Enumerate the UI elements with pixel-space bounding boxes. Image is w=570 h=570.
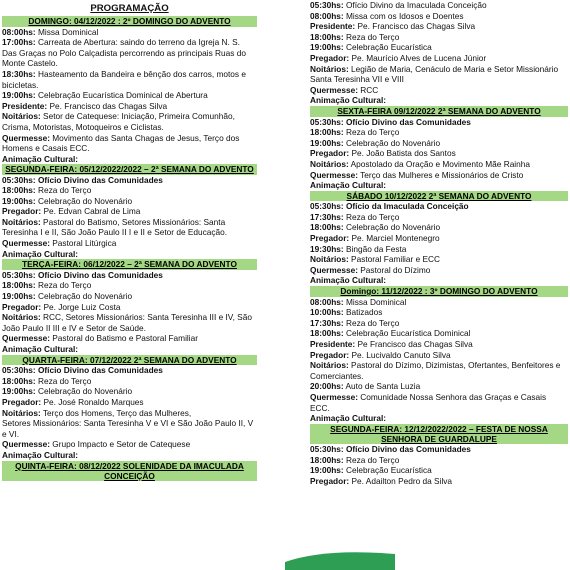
entry-value: Legião de Maria, Cenáculo de Maria e Setor Missionário Santa Teresinha VII e VIII [310,63,559,85]
schedule-entry [2,133,257,154]
schedule-entry [2,185,257,196]
entry-value: Reza do Terço [343,317,400,328]
office-line: 05:30hs: Ofício da Imaculada Conceição [310,201,469,212]
schedule-entry [310,138,568,149]
entry-label: Presidente: [310,339,356,349]
left-entries [2,16,257,481]
entry-value: Terço dos Homens, Terço das Mulheres, [40,407,192,418]
entry-value: Batizados [343,307,383,318]
schedule-entry [310,244,568,255]
schedule-entry [310,32,568,43]
entry-label: Pregador: [2,301,42,312]
entry-value: Pastoral Familiar e ECC [348,254,441,265]
day-header: SEXTA-FEIRA 09/12/2022 2ª SEMANA DO ADVENTO [310,106,568,117]
entry-label: Quermesse: [310,391,358,402]
schedule-entry [310,465,568,476]
entry-value: RCC, Setores Missionários: Santa Teresinha III e IV, São João Paulo II III e IV e Setor de Saúde. [2,312,252,333]
schedule-entry [310,21,568,32]
entry-label: 18:00hs: [310,31,344,42]
entry-label: Noitários: [310,63,349,74]
office-line: 05:30hs: Ofício Divino das Comunidades [2,174,163,185]
entry-value: Terço das Mulheres e Missionários de Cristo [357,169,524,180]
entry-label: 19:30hs: [310,243,344,254]
entry-value: Pe. Francisco das Chagas Silva [47,100,168,111]
entry-label: 18:00hs: [310,222,344,233]
entry-value: Reza do Terço [343,31,400,42]
day-header: SÁBADO 10/12/2022 2ª SEMANA DO ADVENTO [310,191,568,202]
entry-label: Noitários: [2,407,41,418]
schedule-entry [2,217,257,238]
entry-value: Pe. Marciel Montenegro [349,233,440,244]
entry-label: 18:00hs: [310,127,344,138]
swoosh-shape [285,552,395,570]
entry-value: Carreata de Abertura: saindo do terreno da Igreja N. S. Das Graças no Polo Calçadista percorrendo as principais Ruas do Monte Castelo. [2,37,246,69]
entry-value: Pe. João Batista dos Santos [349,148,456,159]
entry-label: Pregador: [2,206,42,217]
entry-label: 19:00hs: [310,137,344,148]
schedule-entry [2,333,257,344]
entry-value: Reza do Terço [35,280,92,291]
schedule-entry [310,392,568,413]
entry-value: Pastoral do Batismo, Setores Missionários: Santa Teresinha I e II, São João Paulo II I e II e Setor de Educação. [2,216,228,238]
entry-label: Pregador: [2,396,42,407]
schedule-column-left [2,0,257,481]
schedule-entry [310,413,568,424]
entry-value: Reza do Terço [343,127,400,138]
schedule-entry [2,397,257,408]
schedule-entry [310,339,568,350]
entry-label: 18:00hs: [2,375,36,386]
entry-value: Pe. Francisco das Chagas Silva [355,21,476,32]
entry-value: Pe. Adailton Pedro da Silva [349,475,453,486]
entry-value: Missa Dominical [343,296,407,307]
entry-value: Celebração Eucarística Dominical [343,328,471,339]
schedule-entry [310,381,568,392]
schedule-entry [2,111,257,132]
entry-label: Pregador: [310,475,350,486]
entry-label: Noitários: [2,312,41,323]
schedule-entry [310,11,568,22]
day-header: SEGUNDA-FEIRA: 05/12/2022/2022 – 2ª SEMANA DO ADVENTO [2,164,257,174]
schedule-entry [310,180,568,191]
schedule-entry [2,196,257,207]
entry-label: 17:00hs: [2,37,36,48]
entry-label: Presidente: [310,21,356,32]
entry-label: 08:00hs: [310,296,344,307]
schedule-entry [2,386,257,397]
entry-label: Quermesse: [310,84,358,95]
office-line: 05:30hs: Ofício Divino das Comunidades [2,365,163,376]
schedule-entry [310,95,568,106]
entry-value: Celebração Eucarística Dominical de Abertura [35,90,208,101]
entry-label: 08:00hs: [2,26,36,37]
entry-label: 10:00hs: [310,307,344,318]
schedule-entry [310,328,568,339]
entry-value: Pastoral do Dízimo [357,264,431,275]
day-header: DOMINGO: 04/12/2022 : 2º DOMINGO DO ADVENTO [2,16,257,27]
schedule-entry [2,101,257,112]
entry-value: Movimento das Santa Chagas de Jesus, Terço dos Homens e Casais ECC. [2,132,240,154]
schedule-entry [310,275,568,286]
continuation-line: Setores Missionários: Santa Teresinha V e VI e São João Paulo II, V e VI. [2,418,254,439]
entry-value: Ofício Divino da Imaculada Conceição [343,0,487,10]
entry-label: Quermesse: [2,238,50,249]
entry-label: 19:00hs: [2,90,36,101]
schedule-entry [310,222,568,233]
schedule-entry [2,37,257,69]
entry-label: Quermesse: [310,169,358,180]
office-line: 05:30hs: Ofício Divino das Comunidades [310,116,471,127]
schedule-entry [2,238,257,249]
entry-value: Pe. José Ronaldo Marques [41,396,144,407]
entry-value: Reza do Terço [343,211,400,222]
entry-label: 18:00hs: [2,185,36,196]
schedule-entry [310,127,568,138]
entry-value: Setor de Catequese: Iniciação, Primeira Comunhão, Crisma, Motoristas, Motoqueiros e Ciclistas. [2,111,235,132]
page-title: PROGRAMAÇÃO [90,3,169,14]
schedule-entry [310,265,568,276]
entry-label: Animação Cultural: [310,275,387,286]
schedule-entry [310,318,568,329]
entry-value: Apostolado da Oração e Movimento Mãe Rainha [348,158,530,169]
entry-value: Grupo Impacto e Setor de Catequese [49,439,191,450]
schedule-entry [310,0,568,11]
schedule-entry [2,69,257,90]
schedule-entry [310,254,568,265]
entry-label: 20:00hs: [310,381,344,392]
entry-label: 18:00hs: [310,328,344,339]
entry-label: 19:00hs: [2,195,36,206]
entry-value: Celebração do Novenário [35,195,133,206]
entry-value: Auto de Santa Luzia [343,381,421,392]
entry-label: 18:00hs: [310,454,344,465]
entry-value: Pe Francisco das Chagas Silva [355,339,473,349]
entry-value: Pe. Edvan Cabral de Lima [41,206,141,217]
entry-value: Celebração do Novenário [343,222,441,233]
day-header: SEGUNDA-FEIRA: 12/12/2022/2022 – FESTA DE NOSSA SENHORA DE GUARDALUPE [310,424,568,444]
entry-label: Animação Cultural: [2,248,79,259]
entry-label: Noitários: [310,158,349,169]
schedule-entry [310,42,568,53]
office-line: 05:30hs: Ofício Divino das Comunidades [310,444,471,455]
entry-label: 18:00hs: [2,280,36,291]
schedule-entry [2,249,257,260]
schedule-entry [310,297,568,308]
entry-label: Pregador: [310,52,350,63]
entry-value: Reza do Terço [343,454,400,465]
entry-label: 17:30hs: [310,317,344,328]
entry-label: Noitários: [310,254,349,265]
entry-value: Celebração Eucarística [343,42,432,53]
day-header: Domingo: 11/12/2022 : 3º DOMINGO DO ADVENTO [310,286,568,297]
entry-value: Reza do Terço [35,375,92,386]
entry-value: Pe. Lucivaldo Canuto Silva [349,349,451,360]
entry-value: Celebração do Novenário [343,137,441,148]
entry-label: 19:00hs: [310,42,344,53]
entry-label: Quermesse: [2,333,50,344]
entry-label: Noitários: [2,216,41,227]
entry-label: 19:00hs: [310,465,344,476]
entry-value: Pastoral do Batismo e Pastoral Familiar [49,333,198,344]
entry-label: Presidente: [2,100,48,111]
schedule-entry [2,280,257,291]
schedule-entry [2,154,257,165]
entry-label: Animação Cultural: [2,344,79,355]
entry-label: Pregador: [310,233,350,244]
right-entries [310,0,568,487]
entry-value: Reza do Terço [35,185,92,196]
entry-label: Animação Cultural: [2,153,79,164]
schedule-entry [2,450,257,461]
entry-label: Noitários: [2,111,41,122]
entry-label: 18:30hs: [2,68,36,79]
entry-label: 19:00hs: [2,386,36,397]
entry-label: 19:00hs: [2,291,36,302]
schedule-entry [310,170,568,181]
entry-value: Pastoral Litúrgica [49,238,117,249]
entry-value: Bingão da Festa [343,243,407,254]
entry-label: 05:30hs: [310,0,344,10]
decorative-swoosh-icon [285,540,395,570]
entry-value: Hasteamento da Bandeira e bênção dos carros, motos e bicicletas. [2,68,246,90]
schedule-entry [310,350,568,361]
entry-label: Quermesse: [2,439,50,450]
schedule-entry [310,148,568,159]
schedule-entry [2,291,257,302]
schedule-entry [2,27,257,38]
schedule-entry [2,302,257,313]
schedule-entry [2,312,257,333]
schedule-entry [310,212,568,223]
schedule-entry [310,53,568,64]
entry-label: Noitários: [310,360,349,371]
entry-value: Pastoral do Dízimo, Dizimistas, Ofertantes, Benfeitores e Comerciantes. [310,360,561,381]
schedule-entry [2,439,257,450]
schedule-entry [310,476,568,487]
entry-label: Pregador: [310,148,350,159]
entry-value: Pe. Jorge Luiz Costa [41,301,121,312]
entry-value: Pe. Maurício Alves de Lucena Júnior [349,52,487,63]
schedule-entry [2,206,257,217]
schedule-entry [2,408,257,419]
entry-value: Celebração do Novenário [35,386,133,397]
entry-value: Comunidade Nossa Senhora das Graças e Casais ECC. [310,391,547,413]
schedule-entry [2,90,257,101]
entry-value: Missa Dominical [35,26,99,37]
schedule-entry [310,455,568,466]
day-header: QUINTA-FEIRA: 08/12/2022 SOLENIDADE DA IMACULADA CONCEIÇÃO [2,461,257,481]
schedule-entry [2,344,257,355]
entry-label: Animação Cultural: [310,180,387,191]
schedule-entry [310,307,568,318]
entry-label: Quermesse: [310,264,358,275]
schedule-entry [310,159,568,170]
office-line: 05:30hs: Ofício Divino das Comunidades [2,269,163,280]
entry-label: Animação Cultural: [310,95,387,106]
schedule-entry [310,360,568,381]
schedule-entry [310,64,568,85]
day-header: TERÇA-FEIRA: 06/12/2022 – 2ª SEMANA DO ADVENTO [2,259,257,270]
entry-label: Animação Cultural: [310,413,387,424]
entry-value: RCC [357,84,379,95]
day-header: QUARTA-FEIRA: 07/12/2022 2ª SEMANA DO ADVENTO [2,355,257,366]
schedule-column-right [310,0,568,487]
entry-value: Missa com os Idosos e Doentes [343,10,464,21]
entry-label: 08:00hs: [310,10,344,21]
entry-label: Animação Cultural: [2,449,79,460]
entry-label: Quermesse: [2,132,50,143]
entry-label: 17:30hs: [310,211,344,222]
entry-value: Celebração Eucarística [343,465,432,476]
entry-value: Celebração do Novenário [35,291,133,302]
schedule-entry [2,376,257,387]
entry-label: Pregador: [310,349,350,360]
schedule-entry [310,233,568,244]
schedule-entry [310,85,568,96]
